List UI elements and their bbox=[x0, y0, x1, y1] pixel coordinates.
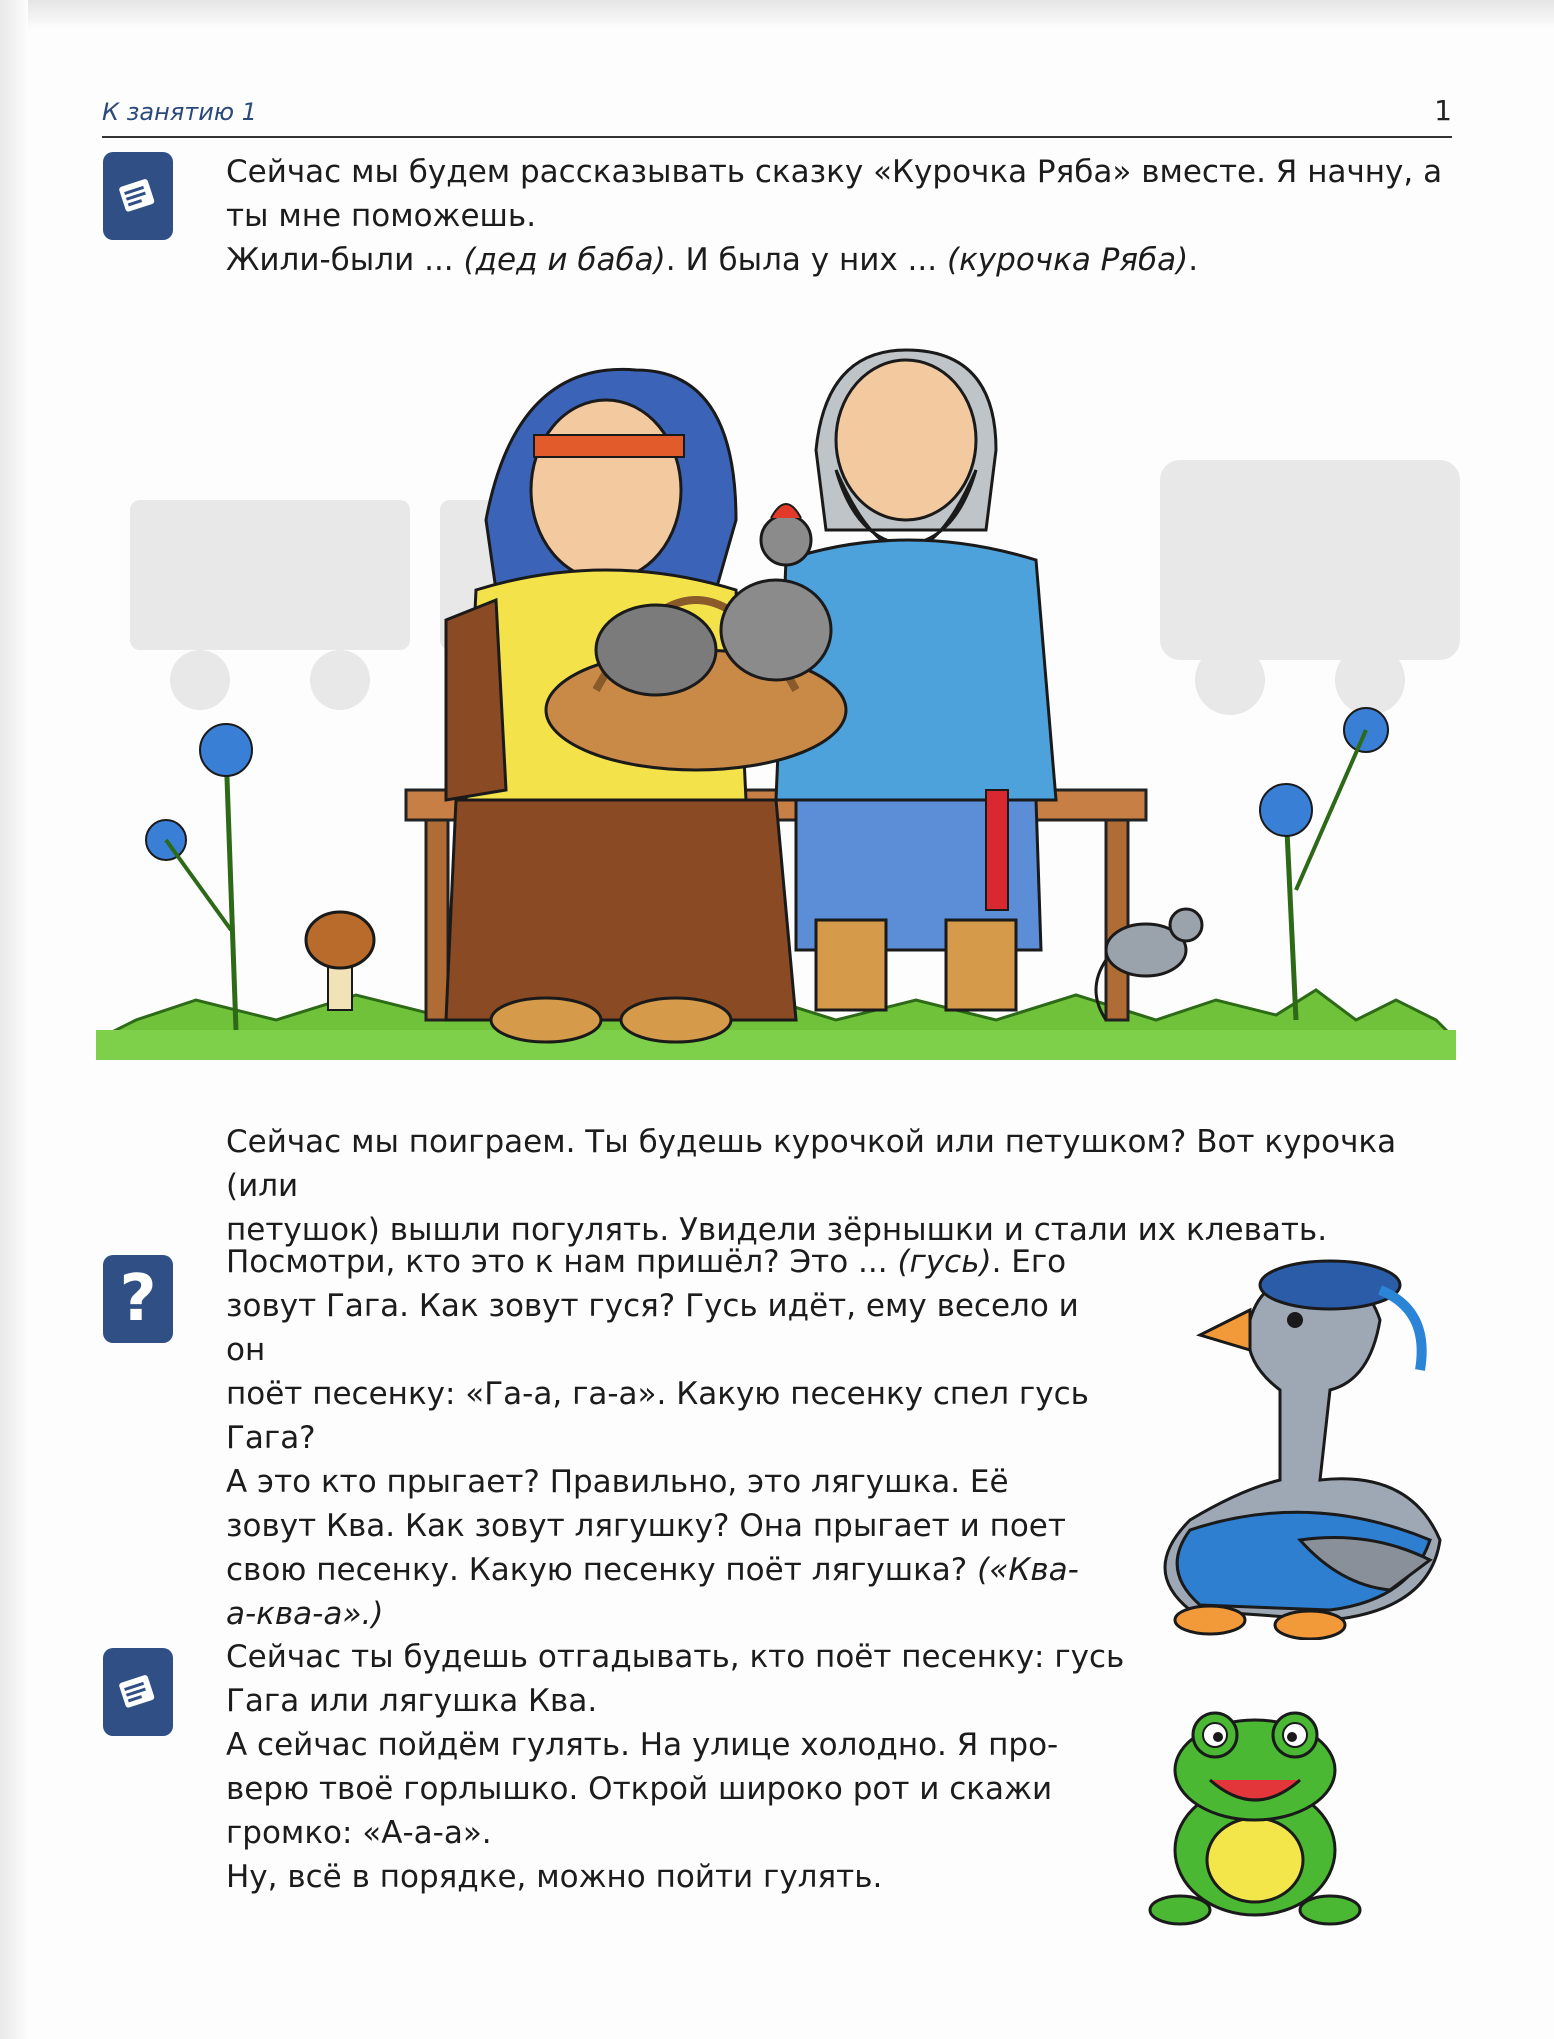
goose-line-1-part-a: Посмотри, кто это к нам пришёл? Это ... bbox=[226, 1244, 898, 1280]
game-paragraph bbox=[226, 1120, 1466, 1252]
book-icon-glyph-2 bbox=[114, 1668, 162, 1716]
frog-line-2: зовут Ква. Как зовут лягушку? Она прыгает и поет bbox=[226, 1508, 1066, 1544]
grandparents-with-hen-illustration bbox=[96, 330, 1456, 1060]
goose-line-4: Гага? bbox=[226, 1420, 316, 1456]
walk-line-3: громко: «А-а-а». bbox=[226, 1815, 492, 1851]
goose-answer: (гусь) bbox=[897, 1244, 992, 1280]
bench-leg-left bbox=[426, 820, 448, 1020]
cornflower-right bbox=[1260, 708, 1388, 1020]
goose-line-2: зовут Гага. Как зовут гуся? Гусь идёт, ему весело и он bbox=[226, 1288, 1079, 1368]
guess-line-2: Гага или лягушка Ква. bbox=[226, 1683, 598, 1719]
frog-line-1: А это кто прыгает? Правильно, это лягушка. Её bbox=[226, 1464, 1009, 1500]
section-title: К занятию 1 bbox=[102, 98, 257, 126]
intro-answer-1: (дед и баба) bbox=[463, 242, 666, 278]
intro-line-1: Сейчас мы будем рассказывать сказку «Курочка Ряба» вместе. Я начну, а bbox=[226, 154, 1443, 190]
mushroom bbox=[306, 912, 374, 1010]
intro-line-3-part-c: . И была у них ... bbox=[665, 242, 947, 278]
grass-base bbox=[96, 1030, 1456, 1060]
goose-frog-paragraph bbox=[226, 1240, 1126, 1636]
page-number: 1 bbox=[1434, 94, 1452, 127]
intro-answer-2: (курочка Ряба) bbox=[946, 242, 1189, 278]
book-icon bbox=[103, 152, 173, 240]
game-line-1: Сейчас мы поиграем. Ты будешь курочкой или петушком? Вот курочка (или bbox=[226, 1124, 1397, 1204]
question-mark: ? bbox=[119, 1262, 157, 1336]
page-shadow-top bbox=[0, 0, 1554, 30]
book-icon-2 bbox=[103, 1648, 173, 1736]
intro-line-3-part-a: Жили-были ... bbox=[226, 242, 464, 278]
walk-line-4: Ну, всё в порядке, можно пойти гулять. bbox=[226, 1859, 883, 1895]
walk-line-2: верю твоё горлышко. Открой широко рот и скажи bbox=[226, 1771, 1053, 1807]
cornflower-left bbox=[146, 724, 252, 1030]
game-line-2: петушок) вышли погулять. Увидели зёрнышки и стали их клевать. bbox=[226, 1212, 1328, 1248]
frog-answer-part-1: («Ква- bbox=[977, 1552, 1079, 1588]
bench-leg-right bbox=[1106, 820, 1128, 1020]
book-icon-glyph bbox=[114, 172, 162, 220]
frog-illustration bbox=[1140, 1700, 1370, 1930]
intro-paragraph bbox=[226, 150, 1456, 282]
goose-line-3: поёт песенку: «Га-а, га-а». Какую песенку спел гусь bbox=[226, 1376, 1089, 1412]
intro-line-3-part-e: . bbox=[1188, 242, 1199, 278]
goose-illustration bbox=[1130, 1240, 1470, 1640]
frog-answer-part-2: а-ква-а».) bbox=[226, 1596, 384, 1632]
walk-line-1: А сейчас пойдём гулять. На улице холодно. Я про- bbox=[226, 1727, 1059, 1763]
goose-line-1-part-c: . Его bbox=[991, 1244, 1067, 1280]
guess-line-1: Сейчас ты будешь отгадывать, кто поёт песенку: гусь bbox=[226, 1639, 1125, 1675]
intro-line-2: ты мне поможешь. bbox=[226, 198, 537, 234]
frog-line-3-part-a: свою песенку. Какую песенку поёт лягушка? bbox=[226, 1552, 978, 1588]
page-header bbox=[102, 96, 1452, 138]
question-icon bbox=[103, 1255, 173, 1343]
guess-walk-paragraph bbox=[226, 1635, 1126, 1899]
page-shadow-left bbox=[0, 0, 28, 2039]
